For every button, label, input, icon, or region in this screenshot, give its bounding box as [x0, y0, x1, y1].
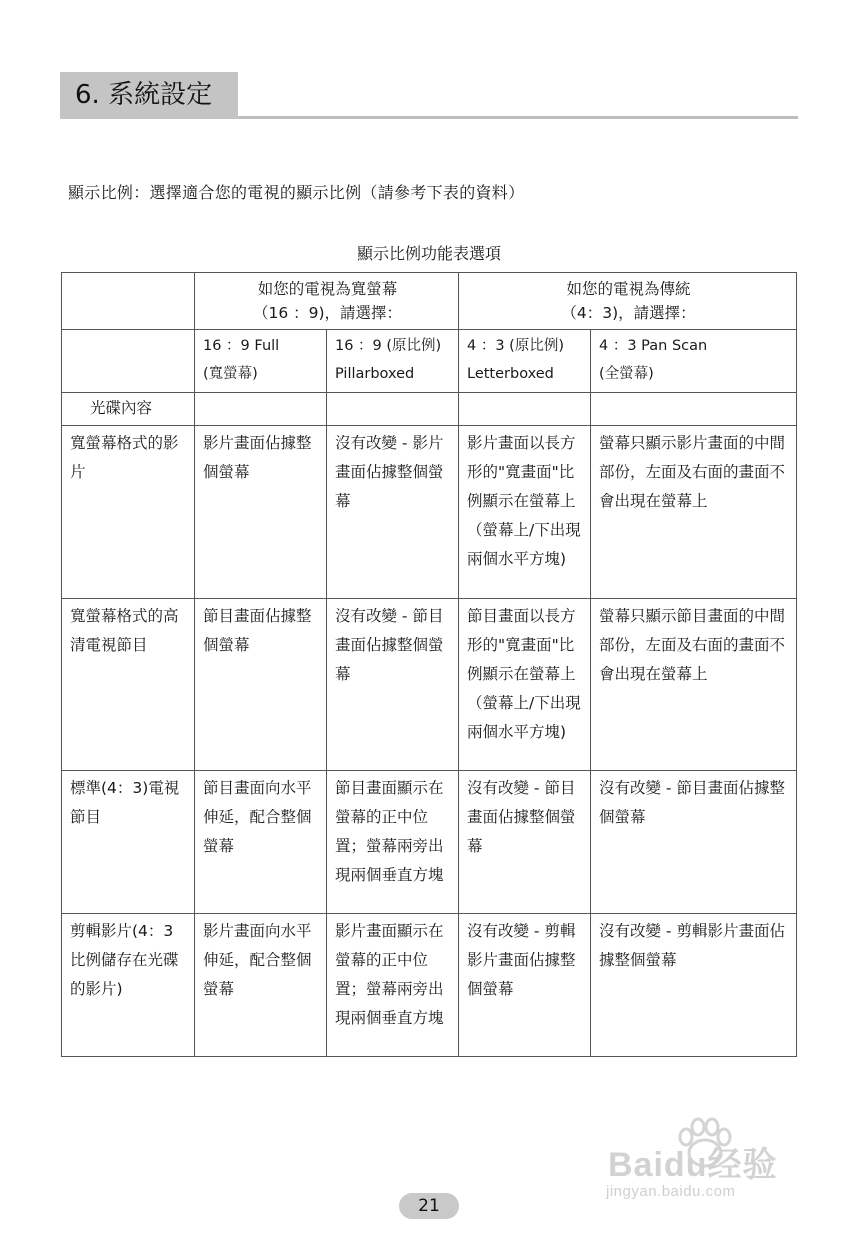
- table-cell: 沒有改變 - 剪輯影片畫面佔據整個螢幕: [459, 914, 591, 1057]
- row-content-label: 標準(4：3)電視節目: [62, 771, 195, 914]
- empty-corner-cell: [62, 330, 195, 393]
- option-header-16-9-full: 16 ：9 Full (寬螢幕): [195, 330, 327, 393]
- aspect-ratio-table: [61, 272, 797, 1057]
- table-cell: 節目畫面向水平伸延，配合整個螢幕: [195, 771, 327, 914]
- page-number: 21: [399, 1193, 459, 1219]
- option-header-16-9-pillarboxed: 16 ：9 (原比例) Pillarboxed: [327, 330, 459, 393]
- table-row: [62, 914, 797, 1057]
- section-divider: [238, 116, 798, 119]
- empty-cell: [459, 393, 591, 426]
- option-header-4-3-pan-scan: 4 ：3 Pan Scan (全螢幕): [591, 330, 797, 393]
- table-row: [62, 426, 797, 599]
- standard-group-header: 如您的電視為傳統 （4：3)，請選擇：: [459, 273, 797, 330]
- option-header-row: [62, 330, 797, 393]
- row-content-label: 寬螢幕格式的影片: [62, 426, 195, 599]
- empty-cell: [195, 393, 327, 426]
- disc-content-label: 光碟內容: [62, 393, 195, 426]
- table-row: [62, 771, 797, 914]
- group-header-row: [62, 273, 797, 330]
- table-cell: 影片畫面顯示在螢幕的正中位置；螢幕兩旁出現兩個垂直方塊: [327, 914, 459, 1057]
- empty-cell: [591, 393, 797, 426]
- table-cell: 沒有改變 - 節目畫面佔據整個螢幕: [459, 771, 591, 914]
- table-cell: 節目畫面佔據整個螢幕: [195, 599, 327, 771]
- section-header: [60, 72, 798, 120]
- table-cell: 節目畫面顯示在螢幕的正中位置；螢幕兩旁出現兩個垂直方塊: [327, 771, 459, 914]
- table-caption: 顯示比例功能表選項: [356, 244, 501, 263]
- baidu-watermark: [600, 1115, 810, 1205]
- section-title: 6. 系統設定: [60, 72, 238, 119]
- table-cell: 螢幕只顯示節目畫面的中間部份，左面及右面的畫面不會出現在螢幕上: [591, 599, 797, 771]
- empty-cell: [327, 393, 459, 426]
- table-cell: 影片畫面以長方形的"寬畫面"比例顯示在螢幕上（螢幕上/下出現兩個水平方塊): [459, 426, 591, 599]
- widescreen-group-header: 如您的電視為寬螢幕 （16 ：9)，請選擇：: [195, 273, 459, 330]
- table-cell: 螢幕只顯示影片畫面的中間部份，左面及右面的畫面不會出現在螢幕上: [591, 426, 797, 599]
- watermark-site: jingyan.baidu.com: [606, 1183, 736, 1200]
- row-content-label: 剪輯影片(4：3比例儲存在光碟的影片): [62, 914, 195, 1057]
- table-cell: 影片畫面佔據整個螢幕: [195, 426, 327, 599]
- table-cell: 沒有改變 - 節目畫面佔據整個螢幕: [591, 771, 797, 914]
- table-row: [62, 599, 797, 771]
- empty-corner-cell: [62, 273, 195, 330]
- table-cell: 沒有改變 - 影片畫面佔據整個螢幕: [327, 426, 459, 599]
- content-label-row: [62, 393, 797, 426]
- option-header-4-3-letterboxed: 4 ：3 (原比例) Letterboxed: [459, 330, 591, 393]
- table-cell: 節目畫面以長方形的"寬畫面"比例顯示在螢幕上（螢幕上/下出現兩個水平方塊): [459, 599, 591, 771]
- watermark-brand: Baidu经验: [608, 1146, 778, 1184]
- intro-text: 顯示比例：選擇適合您的電視的顯示比例（請參考下表的資料）: [68, 183, 525, 202]
- row-content-label: 寬螢幕格式的高清電視節目: [62, 599, 195, 771]
- table-cell: 影片畫面向水平伸延，配合整個螢幕: [195, 914, 327, 1057]
- table-cell: 沒有改變 - 剪輯影片畫面佔據整個螢幕: [591, 914, 797, 1057]
- table-cell: 沒有改變 - 節目畫面佔據整個螢幕: [327, 599, 459, 771]
